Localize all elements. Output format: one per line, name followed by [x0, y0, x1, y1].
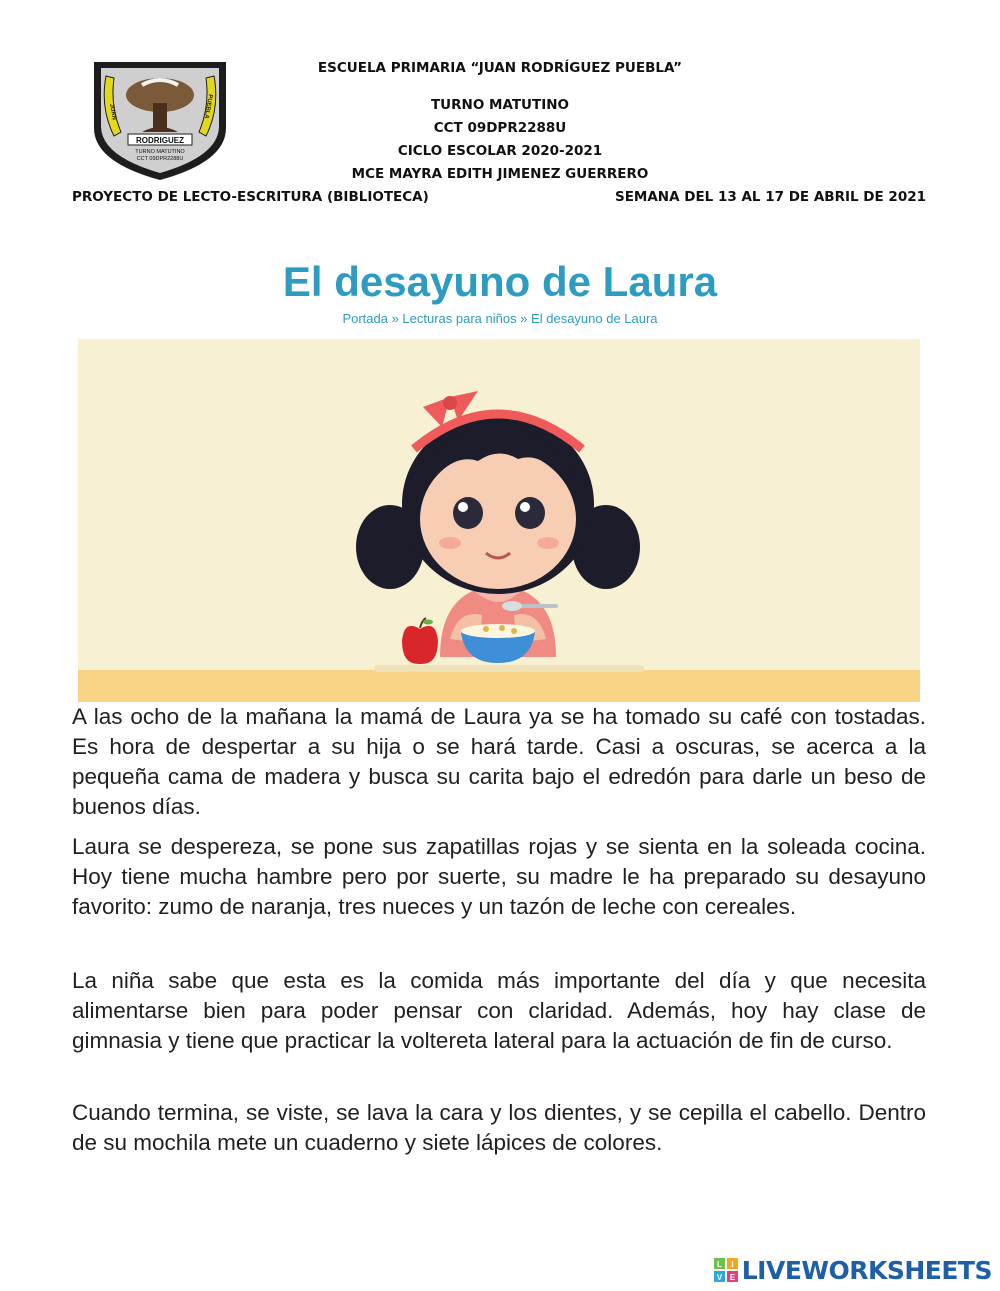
- cct-line: CCT 09DPR2288U: [433, 120, 567, 136]
- story-paragraph-2: Laura se despereza, se pone sus zapatillas rojas y se sienta en la soleada cocina. Hoy tiene mucha hambre pero por suerte, su madre le ha preparado su desayuno favorito: zumo de naranja, tres nueces y un tazón de leche con cereales.: [72, 834, 926, 919]
- girl-breakfast-illustration: [78, 339, 920, 702]
- project-name: PROYECTO DE LECTO-ESCRITURA (BIBLIOTECA): [72, 189, 429, 205]
- svg-text:L: L: [716, 1260, 722, 1269]
- crest-right-ribbon: PUEBLA: [202, 93, 213, 119]
- svg-text:I: I: [731, 1260, 734, 1269]
- school-crest-logo: [90, 58, 230, 182]
- story-paragraph-3: La niña sabe que esta es la comida más importante del día y que necesita alimentarse bien para poder pensar con claridad. Además, hoy hay clase de gimnasia y tiene que practicar la voltereta lateral para la actuación de fin de curso.: [72, 968, 926, 1053]
- liveworksheets-watermark: [714, 1254, 992, 1286]
- story-paragraph-1: A las ocho de la mañana la mamá de Laura ya se ha tomado su café con tostadas. Es hora de despertar a su hija o se hará tarde. Casi a oscuras, se acerca a la pequeña cama de madera y busca su carita bajo el edredón para darle un beso de buenos días.: [72, 704, 926, 819]
- story-paragraph-4: Cuando termina, se viste, se lava la cara y los dientes, y se cepilla el cabello. Dentro de su mochila mete un cuaderno y siete lápices de colores.: [72, 1100, 926, 1155]
- story-title: El desayuno de Laura: [282, 258, 718, 305]
- week-range: SEMANA DEL 13 AL 17 DE ABRIL DE 2021: [614, 189, 926, 205]
- crest-cct-text: CCT 09DPR2288U: [136, 156, 184, 162]
- liveworksheets-brand: LIVEWORKSHEETS: [741, 1255, 992, 1285]
- teacher-name: MCE MAYRA EDITH JIMENEZ GUERRERO: [351, 166, 649, 182]
- svg-text:V: V: [716, 1273, 722, 1282]
- school-cycle-line: CICLO ESCOLAR 2020-2021: [397, 143, 603, 159]
- breadcrumb: Portada » Lecturas para niños » El desayuno de Laura: [342, 311, 658, 326]
- crest-shift-text: TURNO MATUTINO: [135, 149, 185, 155]
- school-name: ESCUELA PRIMARIA “JUAN RODRÍGUEZ PUEBLA”: [317, 60, 683, 76]
- svg-text:E: E: [729, 1273, 735, 1282]
- crest-name-banner: RODRIGUEZ: [136, 136, 184, 145]
- liveworksheets-logo-icon: [714, 1258, 738, 1282]
- shift-line: TURNO MATUTINO: [430, 97, 570, 113]
- crest-left-ribbon: JUAN: [108, 103, 117, 121]
